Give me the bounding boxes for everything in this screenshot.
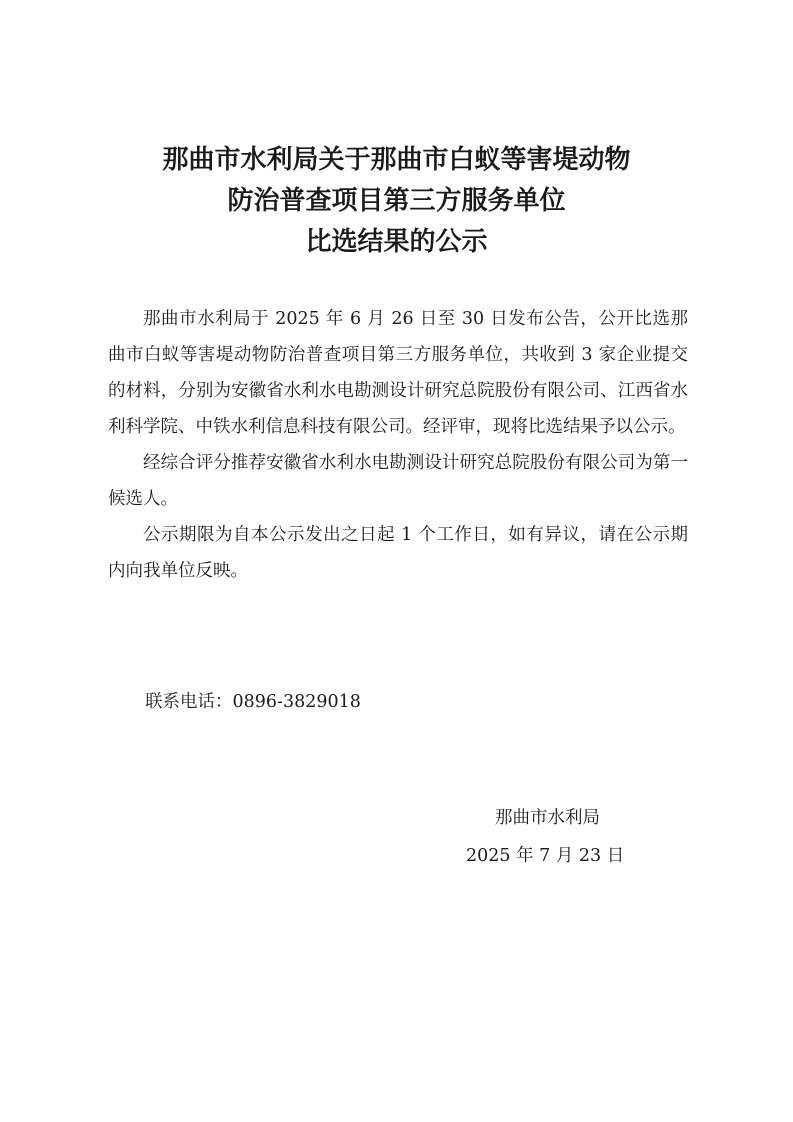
- paragraph-recommendation: 经综合评分推荐安徽省水利水电勘测设计研究总院股份有限公司为第一候选人。: [108, 453, 688, 509]
- document-title: [0, 140, 793, 263]
- signature-organization: 那曲市水利局: [495, 808, 600, 828]
- title-line-2: 防治普查项目第三方服务单位: [227, 186, 566, 216]
- paragraph-objection-period: 公示期限为自本公示发出之日起 1 个工作日，如有异议，请在公示期内向我单位反映。: [108, 525, 688, 581]
- document-body: [108, 301, 688, 589]
- signature-date: 2025 年 7 月 23 日: [466, 846, 625, 866]
- contact-phone: 联系电话：0896-3829018: [145, 692, 361, 712]
- paragraph-announcement: 那曲市水利局于 2025 年 6 月 26 日至 30 日发布公告，公开比选那曲市白蚁等害堤动物防治普查项目第三方服务单位，共收到 3 家企业提交的材料，分别为安徽省水利水电勘测设计研究总院股份有限公司、江西省水利科学院、中铁水利信息科技有限公司。经评审，现将比选结果予以公示。: [108, 309, 688, 437]
- title-line-1: 那曲市水利局关于那曲市白蚁等害堤动物: [162, 145, 631, 175]
- title-line-3: 比选结果的公示: [305, 227, 488, 257]
